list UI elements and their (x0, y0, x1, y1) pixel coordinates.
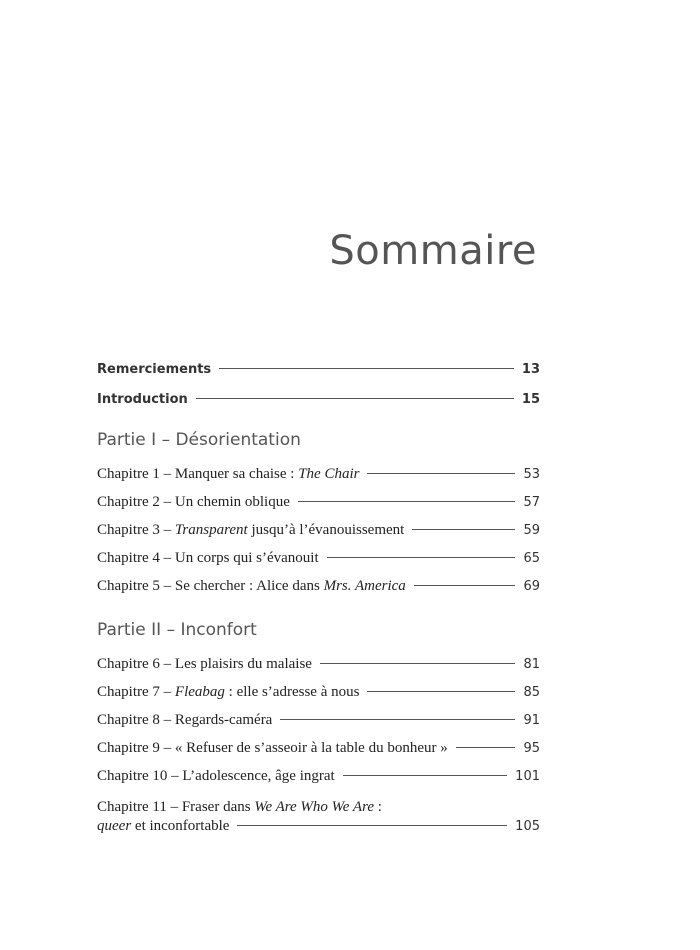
toc-entry-line-2 (97, 817, 540, 836)
toc-entry-label: Chapitre 1 – Manquer sa chaise : The Chair (97, 466, 360, 482)
toc-entry-label: Chapitre 6 – Les plaisirs du malaise (97, 656, 312, 672)
toc-entry-introduction[interactable] (97, 392, 540, 422)
dot-leader (367, 473, 515, 474)
dot-leader (343, 775, 507, 776)
toc-entry-label: Chapitre 7 – Fleabag : elle s’adresse à nous (97, 684, 360, 700)
toc-entry-label: Chapitre 3 – Transparent jusqu’à l’évanouissement (97, 522, 405, 538)
dot-leader (367, 691, 515, 692)
toc-entry-page: 57 (523, 495, 540, 510)
toc-entry-page: 59 (523, 523, 540, 538)
dot-leader (414, 585, 516, 586)
toc-entry-label: Chapitre 4 – Un corps qui s’évanouit (97, 550, 319, 566)
toc-entry-remerciements[interactable] (97, 362, 540, 392)
dot-leader (196, 398, 514, 399)
toc-entry-chapter-7[interactable] (97, 684, 540, 712)
toc-entry-page: 13 (521, 362, 540, 377)
toc-entry-label-line-1: Chapitre 11 – Fraser dans We Are Who We Are : (97, 799, 382, 815)
toc-entry-page: 105 (515, 819, 540, 834)
toc-entry-label-line-2: queer et inconfortable (97, 818, 230, 834)
toc-entry-chapter-10[interactable] (97, 768, 540, 796)
dot-leader (327, 557, 516, 558)
toc-entry-chapter-1[interactable] (97, 466, 540, 494)
toc-entry-page: 15 (521, 392, 540, 407)
toc-entry-label: Chapitre 2 – Un chemin oblique (97, 494, 290, 510)
dot-leader (298, 501, 516, 502)
toc-entry-label: Chapitre 5 – Se chercher : Alice dans Mrs. America (97, 578, 406, 594)
toc-entry-page: 85 (523, 685, 540, 700)
toc-entry-chapter-4[interactable] (97, 550, 540, 578)
toc-entry-label: Chapitre 10 – L’adolescence, âge ingrat (97, 768, 335, 784)
toc-entry-chapter-8[interactable] (97, 712, 540, 740)
toc-entry-chapter-3[interactable] (97, 522, 540, 550)
toc-entry-chapter-2[interactable] (97, 494, 540, 522)
toc-entry-page: 69 (523, 579, 540, 594)
toc-entry-page: 65 (523, 551, 540, 566)
toc-entry-page: 91 (523, 713, 540, 728)
toc-entry-chapter-5[interactable] (97, 578, 540, 606)
toc-entry-page: 101 (515, 769, 540, 784)
dot-leader (412, 529, 515, 530)
toc-entry-label: Chapitre 9 – « Refuser de s’asseoir à la table du bonheur » (97, 740, 448, 756)
toc-entry-page: 81 (523, 657, 540, 672)
toc-entry-chapter-9[interactable] (97, 740, 540, 768)
toc-entry-page: 95 (523, 741, 540, 756)
dot-leader (320, 663, 516, 664)
toc-entry-chapter-6[interactable] (97, 656, 540, 684)
dot-leader (219, 368, 514, 369)
toc-entry-label: Chapitre 8 – Regards-caméra (97, 712, 273, 728)
toc-entry-label: Introduction (97, 392, 188, 407)
dot-leader (237, 825, 507, 826)
page-title: Sommaire (329, 228, 537, 274)
part-heading-2: Partie II – Inconfort (97, 620, 257, 640)
dot-leader (456, 747, 516, 748)
toc-entry-chapter-11[interactable] (97, 798, 540, 836)
toc-entry-page: 53 (523, 467, 540, 482)
toc-entry-label: Remerciements (97, 362, 212, 377)
table-of-contents (97, 362, 540, 836)
part-heading-1: Partie I – Désorientation (97, 430, 301, 450)
dot-leader (280, 719, 515, 720)
